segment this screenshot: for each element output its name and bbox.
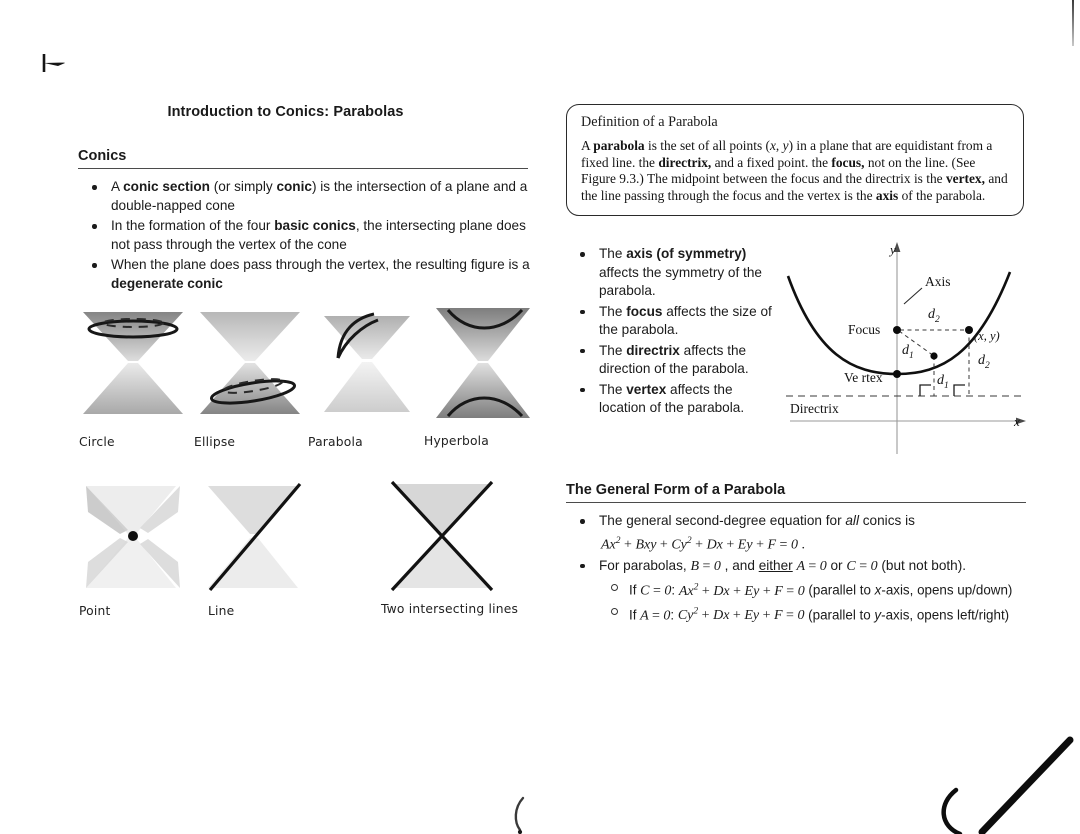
fig-caption-ellipse: Ellipse xyxy=(194,435,236,449)
label-xy-point: (x, y) xyxy=(974,329,1000,343)
parabola-curve xyxy=(788,272,1010,374)
general-form-heading-rule xyxy=(566,502,1026,503)
label-d1-lower: $d_1$ xyxy=(937,373,949,391)
list-item: When the plane does pass through the vertex, the resulting figure is a degenerate conic xyxy=(78,256,533,293)
xy-point xyxy=(965,326,973,334)
vertex-point xyxy=(893,370,901,378)
label-vertex: Ve rtex xyxy=(844,370,883,385)
list-item: The general second-degree equation for all conics is Ax$^2$ + Bxy + $Cy^2 + Dx + Ey + F = 0$ . xyxy=(566,512,1028,555)
focus-point xyxy=(893,326,901,334)
fig-caption-parabola: Parabola xyxy=(308,435,363,449)
label-d2-top: $d_2$ xyxy=(928,307,940,325)
label-axis: Axis xyxy=(925,274,951,289)
right-angle-mark-1 xyxy=(920,385,931,396)
general-form-sub-bullets xyxy=(599,577,1028,626)
label-d2-right: $d_2$ xyxy=(978,353,990,371)
definition-box xyxy=(566,104,1024,216)
label-focus: Focus xyxy=(848,322,881,337)
list-item: The directrix affects the direction of the parabola. xyxy=(566,342,781,379)
parabola-parts-bullet-list xyxy=(566,245,781,420)
label-x-axis: x xyxy=(1014,414,1020,429)
label-y-axis: y xyxy=(890,242,896,257)
list-item: The vertex affects the location of the parabola. xyxy=(566,381,781,418)
fig-caption-point: Point xyxy=(79,604,111,618)
list-item: In the formation of the four basic conics, the intersecting plane does not pass through the vertex of the cone xyxy=(78,217,533,254)
definition-box-title: Definition of a Parabola xyxy=(581,114,718,130)
definition-box-body: A parabola is the set of all points (x, y) in a plane that are equidistant from a fixed line. the directrix, and a fixed point. the focus, not on the line. (See Figure 9.3.) The midpoint between the focus and the directrix is the vertex, and the line passing through the focus and the vertex is the axis of the parabola. xyxy=(581,138,1008,203)
cone-figure-line xyxy=(200,472,310,597)
general-conic-equation: Ax$^2$ + Bxy + $Cy^2 + Dx + Ey + F = 0$ . xyxy=(601,535,805,553)
fig-caption-two-intersecting-lines: Two intersecting lines xyxy=(381,602,519,616)
list-item: For parabolas, B = 0 , and either A = 0 or C = 0 (but not both). If C = 0: Ax$^2$ + Dx + Ey + F = 0 (parallel to x-axis, opens up/down) If A = 0: Cy$^2$ + Dx + Ey + F = 0 (parallel to y-axis, opens left/right) xyxy=(566,557,1028,627)
axis-leader-line xyxy=(904,288,922,304)
fig-caption-line: Line xyxy=(208,604,235,618)
cone-figure-two-intersecting-lines xyxy=(382,472,502,597)
general-form-bullet-list xyxy=(566,512,1028,626)
page-title: Introduction to Conics: Parabolas xyxy=(167,104,404,120)
list-item: The focus affects the size of the parabola. xyxy=(566,303,781,340)
label-d1-upper: $d_1$ xyxy=(902,343,914,361)
list-item: A conic section (or simply conic) is the intersection of a plane and a double-napped cone xyxy=(78,178,533,215)
list-item: If A = 0: Cy$^2$ + Dx + Ey + F = 0 (parallel to y-axis, opens left/right) xyxy=(599,602,1028,627)
list-item: The axis (of symmetry) affects the symmetry of the parabola. xyxy=(566,245,781,301)
right-angle-mark-2 xyxy=(954,385,965,396)
list-item: If C = 0: Ax$^2$ + Dx + Ey + F = 0 (parallel to x-axis, opens up/down) xyxy=(599,577,1028,602)
fig-caption-hyperbola: Hyperbola xyxy=(424,434,490,448)
parabola-diagram xyxy=(782,236,1032,464)
curve-point xyxy=(930,352,937,359)
right-column xyxy=(566,104,1028,216)
conics-heading: Conics xyxy=(78,148,127,164)
general-form-heading: The General Form of a Parabola xyxy=(566,482,786,498)
general-form-section xyxy=(566,482,1028,628)
label-directrix: Directrix xyxy=(790,401,839,416)
cone-figure-point xyxy=(78,472,188,597)
fig-caption-circle: Circle xyxy=(79,435,115,449)
